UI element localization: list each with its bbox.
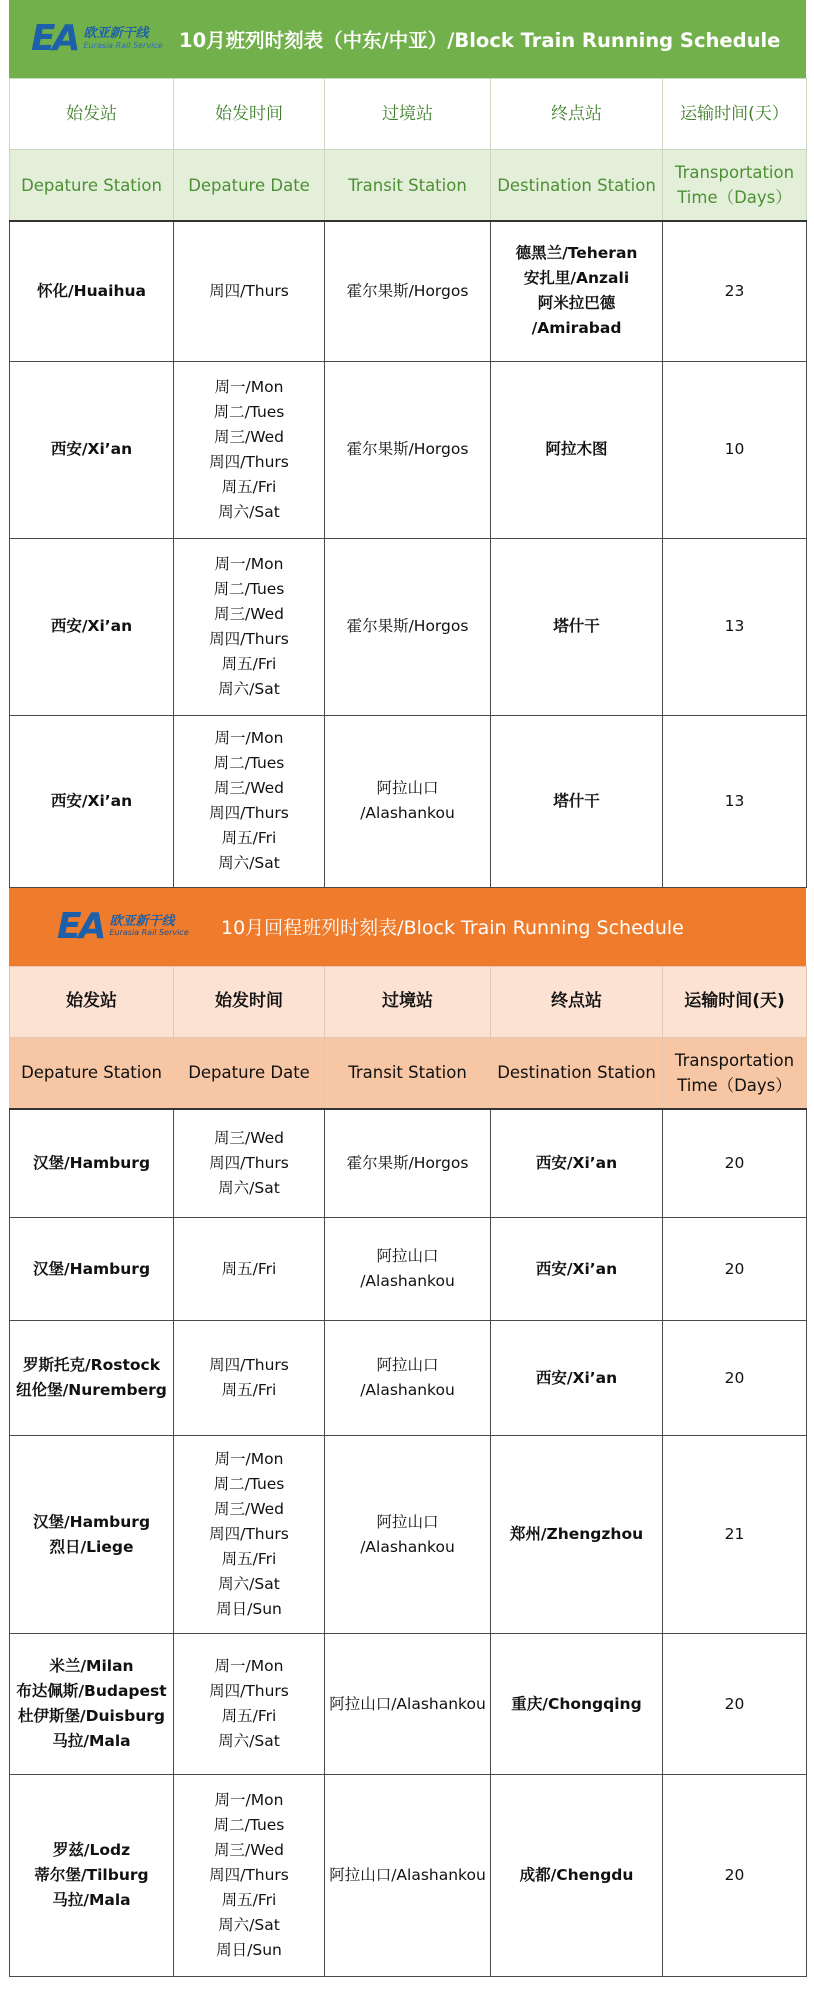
transit-cell-line: 阿拉山口/Alashankou bbox=[329, 1866, 486, 1884]
destination-cell-line: 阿拉木图 bbox=[545, 440, 608, 458]
date-cell-line: 周一/Mon bbox=[214, 729, 284, 747]
table-row bbox=[10, 221, 807, 361]
transit-cell-line: 阿拉山口 bbox=[376, 1512, 439, 1531]
outbound-schedule-table bbox=[9, 78, 807, 888]
destination-cell bbox=[491, 538, 663, 715]
date-cell bbox=[174, 1775, 325, 1977]
date-cell-line: 周六/Sat bbox=[218, 502, 280, 521]
header-transit-en: Transit Station bbox=[325, 150, 491, 222]
date-cell bbox=[174, 1634, 325, 1775]
header-date-en: Depature Date bbox=[174, 1037, 325, 1109]
date-cell bbox=[174, 1436, 325, 1634]
company-logo bbox=[57, 905, 189, 947]
origin-cell-line: 西安/Xi’an bbox=[50, 617, 133, 635]
date-cell-line: 周二/Tues bbox=[213, 1475, 285, 1493]
table-row bbox=[10, 1218, 807, 1321]
logo-cn-text: 欧亚新干线 bbox=[109, 913, 175, 929]
days-cell: 13 bbox=[663, 715, 807, 887]
date-cell-line: 周六/Sat bbox=[218, 1575, 280, 1593]
header-destination-en: Destination Station bbox=[491, 1037, 663, 1109]
header-origin-en: Depature Station bbox=[10, 1037, 174, 1109]
date-cell-line: 周二/Tues bbox=[213, 1816, 285, 1834]
date-cell-line: 周五/Fri bbox=[221, 829, 277, 847]
destination-cell-line: 成都/Chengdu bbox=[519, 1866, 634, 1884]
destination-cell-line: 重庆/Chongqing bbox=[511, 1694, 642, 1713]
days-cell: 23 bbox=[663, 221, 807, 361]
header-days-en: Transportation Time（Days） bbox=[663, 150, 807, 222]
transit-cell-line: 阿拉山口/Alashankou bbox=[329, 1694, 486, 1713]
header-destination-cn: 终点站 bbox=[491, 79, 663, 150]
origin-cell bbox=[10, 1634, 174, 1775]
origin-cell-line: 汉堡/Hamburg bbox=[32, 1153, 151, 1172]
destination-cell bbox=[491, 1436, 663, 1634]
header-origin-cn: 始发站 bbox=[10, 79, 174, 150]
days-cell: 20 bbox=[663, 1109, 807, 1218]
date-cell-line: 周日/Sun bbox=[216, 1600, 282, 1618]
table-row bbox=[10, 1109, 807, 1218]
origin-cell bbox=[10, 715, 174, 887]
origin-cell-line: 烈日/Liege bbox=[49, 1537, 134, 1556]
transit-cell-line: 霍尔果斯/Horgos bbox=[346, 617, 469, 635]
date-cell-line: 周五/Fri bbox=[221, 1550, 277, 1568]
transit-cell-line: /Alashankou bbox=[360, 1272, 455, 1290]
date-cell-line: 周一/Mon bbox=[214, 554, 284, 573]
outbound-banner bbox=[9, 0, 806, 78]
destination-cell bbox=[491, 221, 663, 361]
date-cell-line: 周二/Tues bbox=[213, 402, 285, 421]
date-cell-line: 周一/Mon bbox=[214, 1657, 284, 1675]
logo-en-text: Eurasia Rail Service bbox=[83, 40, 163, 50]
logo-cn-text: 欧亚新干线 bbox=[83, 26, 149, 42]
date-cell bbox=[174, 361, 325, 538]
transit-cell-line: 阿拉山口 bbox=[376, 1247, 439, 1265]
destination-cell bbox=[491, 1775, 663, 1977]
date-cell bbox=[174, 715, 325, 887]
date-cell-line: 周四/Thurs bbox=[209, 281, 289, 300]
origin-cell-line: 米兰/Milan bbox=[49, 1657, 134, 1675]
date-cell-line: 周二/Tues bbox=[213, 579, 285, 598]
company-logo bbox=[31, 18, 163, 59]
destination-cell bbox=[491, 1321, 663, 1436]
transit-cell bbox=[325, 1634, 491, 1775]
days-cell: 21 bbox=[663, 1436, 807, 1634]
table-row bbox=[10, 361, 807, 538]
transit-cell bbox=[325, 1109, 491, 1218]
table-row bbox=[10, 1436, 807, 1634]
date-cell-line: 周六/Sat bbox=[218, 854, 280, 872]
header-row-cn bbox=[10, 79, 807, 150]
header-days-en: Transportation Time（Days） bbox=[663, 1037, 807, 1109]
date-cell-line: 周一/Mon bbox=[214, 377, 284, 396]
return-schedule-table bbox=[9, 966, 807, 1978]
header-transit-en: Transit Station bbox=[325, 1037, 491, 1109]
table-row bbox=[10, 1321, 807, 1436]
origin-cell-line: 蒂尔堡/Tilburg bbox=[34, 1866, 149, 1884]
header-row-cn bbox=[10, 966, 807, 1037]
header-origin-en: Depature Station bbox=[10, 150, 174, 222]
header-date-cn: 始发时间 bbox=[174, 79, 325, 150]
origin-cell bbox=[10, 221, 174, 361]
transit-cell bbox=[325, 1321, 491, 1436]
origin-cell-line: 马拉/Mala bbox=[52, 1891, 131, 1909]
origin-cell bbox=[10, 1321, 174, 1436]
date-cell-line: 周六/Sat bbox=[218, 1732, 280, 1750]
days-cell: 20 bbox=[663, 1321, 807, 1436]
date-cell bbox=[174, 1218, 325, 1321]
transit-cell bbox=[325, 1218, 491, 1321]
origin-cell-line: 杜伊斯堡/Duisburg bbox=[18, 1707, 165, 1725]
destination-cell-line: 西安/Xi’an bbox=[535, 1153, 618, 1172]
date-cell-line: 周四/Thurs bbox=[209, 1866, 289, 1884]
destination-cell bbox=[491, 1109, 663, 1218]
transit-cell-line: 霍尔果斯/Horgos bbox=[346, 281, 469, 300]
header-destination-cn: 终点站 bbox=[491, 966, 663, 1037]
days-cell: 13 bbox=[663, 538, 807, 715]
date-cell-line: 周三/Wed bbox=[213, 1500, 284, 1518]
return-rows bbox=[10, 1109, 807, 1977]
date-cell-line: 周五/Fri bbox=[221, 1891, 277, 1909]
date-cell-line: 周四/Thurs bbox=[209, 1682, 289, 1700]
date-cell bbox=[174, 221, 325, 361]
destination-cell bbox=[491, 361, 663, 538]
date-cell-line: 周五/Fri bbox=[221, 1707, 277, 1725]
transit-cell bbox=[325, 538, 491, 715]
origin-cell bbox=[10, 1775, 174, 1977]
logo-mark: EA bbox=[31, 18, 78, 59]
transit-cell bbox=[325, 1436, 491, 1634]
origin-cell bbox=[10, 1218, 174, 1321]
header-days-cn: 运输时间(天） bbox=[663, 79, 807, 150]
date-cell-line: 周三/Wed bbox=[213, 604, 284, 623]
date-cell-line: 周三/Wed bbox=[213, 427, 284, 446]
destination-cell bbox=[491, 715, 663, 887]
destination-cell-line: /Amirabad bbox=[531, 319, 622, 338]
days-cell: 20 bbox=[663, 1634, 807, 1775]
date-cell-line: 周三/Wed bbox=[213, 1841, 284, 1859]
header-row-en bbox=[10, 1037, 807, 1109]
transit-cell bbox=[325, 715, 491, 887]
origin-cell-line: 罗兹/Lodz bbox=[52, 1841, 131, 1859]
date-cell-line: 周四/Thurs bbox=[209, 1153, 289, 1172]
date-cell bbox=[174, 1321, 325, 1436]
date-cell bbox=[174, 538, 325, 715]
destination-cell-line: 郑州/Zhengzhou bbox=[509, 1525, 644, 1543]
destination-cell-line: 塔什干 bbox=[553, 791, 600, 810]
destination-cell-line: 阿米拉巴德 bbox=[537, 294, 616, 313]
logo-mark: EA bbox=[57, 905, 104, 947]
header-origin-cn: 始发站 bbox=[10, 966, 174, 1037]
transit-cell bbox=[325, 1775, 491, 1977]
table-row bbox=[10, 538, 807, 715]
origin-cell-line: 西安/Xi’an bbox=[50, 440, 133, 458]
table-row bbox=[10, 1775, 807, 1977]
transit-cell-line: 霍尔果斯/Horgos bbox=[346, 1153, 469, 1172]
return-banner bbox=[9, 888, 806, 966]
date-cell-line: 周四/Thurs bbox=[209, 629, 289, 648]
origin-cell-line: 纽伦堡/Nuremberg bbox=[16, 1381, 167, 1399]
return-title: 10月回程班列时刻表/Block Train Running Schedule bbox=[221, 917, 684, 939]
header-date-en: Depature Date bbox=[174, 150, 325, 222]
date-cell-line: 周五/Fri bbox=[221, 1381, 277, 1399]
date-cell-line: 周一/Mon bbox=[214, 1791, 284, 1809]
transit-cell-line: /Alashankou bbox=[360, 1381, 455, 1399]
outbound-rows bbox=[10, 221, 807, 887]
transit-cell-line: 霍尔果斯/Horgos bbox=[346, 440, 469, 458]
date-cell-line: 周五/Fri bbox=[221, 1259, 277, 1278]
date-cell-line: 周六/Sat bbox=[218, 1178, 280, 1197]
date-cell-line: 周日/Sun bbox=[216, 1941, 282, 1959]
date-cell-line: 周三/Wed bbox=[213, 779, 284, 797]
origin-cell bbox=[10, 538, 174, 715]
origin-cell-line: 马拉/Mala bbox=[52, 1732, 131, 1750]
origin-cell-line: 罗斯托克/Rostock bbox=[22, 1356, 161, 1374]
transit-cell bbox=[325, 361, 491, 538]
destination-cell-line: 西安/Xi’an bbox=[535, 1368, 618, 1387]
origin-cell-line: 汉堡/Hamburg bbox=[32, 1259, 151, 1278]
date-cell-line: 周二/Tues bbox=[213, 754, 285, 772]
date-cell-line: 周四/Thurs bbox=[209, 452, 289, 471]
header-destination-en: Destination Station bbox=[491, 150, 663, 222]
destination-cell bbox=[491, 1634, 663, 1775]
transit-cell bbox=[325, 221, 491, 361]
transit-cell-line: /Alashankou bbox=[360, 1537, 455, 1556]
days-cell: 10 bbox=[663, 361, 807, 538]
date-cell-line: 周三/Wed bbox=[213, 1128, 284, 1147]
date-cell-line: 周一/Mon bbox=[214, 1450, 284, 1468]
date-cell-line: 周六/Sat bbox=[218, 679, 280, 698]
header-days-cn: 运输时间(天) bbox=[663, 966, 807, 1037]
header-row-en bbox=[10, 150, 807, 222]
destination-cell bbox=[491, 1218, 663, 1321]
header-transit-cn: 过境站 bbox=[325, 79, 491, 150]
date-cell-line: 周五/Fri bbox=[221, 654, 277, 673]
transit-cell-line: 阿拉山口 bbox=[376, 1356, 439, 1374]
origin-cell-line: 怀化/Huaihua bbox=[37, 281, 146, 300]
date-cell bbox=[174, 1109, 325, 1218]
date-cell-line: 周六/Sat bbox=[218, 1916, 280, 1934]
destination-cell-line: 德黑兰/Teheran bbox=[515, 244, 638, 263]
date-cell-line: 周四/Thurs bbox=[209, 804, 289, 822]
origin-cell-line: 汉堡/Hamburg bbox=[32, 1512, 151, 1531]
header-date-cn: 始发时间 bbox=[174, 966, 325, 1037]
logo-en-text: Eurasia Rail Service bbox=[109, 928, 189, 938]
outbound-title: 10月班列时刻表（中东/中亚）/Block Train Running Schedule bbox=[179, 29, 781, 52]
date-cell-line: 周四/Thurs bbox=[209, 1525, 289, 1543]
destination-cell-line: 安扎里/Anzali bbox=[523, 269, 630, 288]
header-transit-cn: 过境站 bbox=[325, 966, 491, 1037]
date-cell-line: 周四/Thurs bbox=[209, 1356, 289, 1374]
date-cell-line: 周五/Fri bbox=[221, 477, 277, 496]
table-row bbox=[10, 715, 807, 887]
destination-cell-line: 塔什干 bbox=[553, 617, 600, 635]
transit-cell-line: 阿拉山口 bbox=[376, 779, 439, 797]
origin-cell-line: 布达佩斯/Budapest bbox=[16, 1682, 167, 1700]
destination-cell-line: 西安/Xi’an bbox=[535, 1259, 618, 1278]
days-cell: 20 bbox=[663, 1218, 807, 1321]
table-row bbox=[10, 1634, 807, 1775]
transit-cell-line: /Alashankou bbox=[360, 804, 455, 822]
origin-cell bbox=[10, 1436, 174, 1634]
days-cell: 20 bbox=[663, 1775, 807, 1977]
origin-cell-line: 西安/Xi’an bbox=[50, 791, 133, 810]
origin-cell bbox=[10, 361, 174, 538]
origin-cell bbox=[10, 1109, 174, 1218]
